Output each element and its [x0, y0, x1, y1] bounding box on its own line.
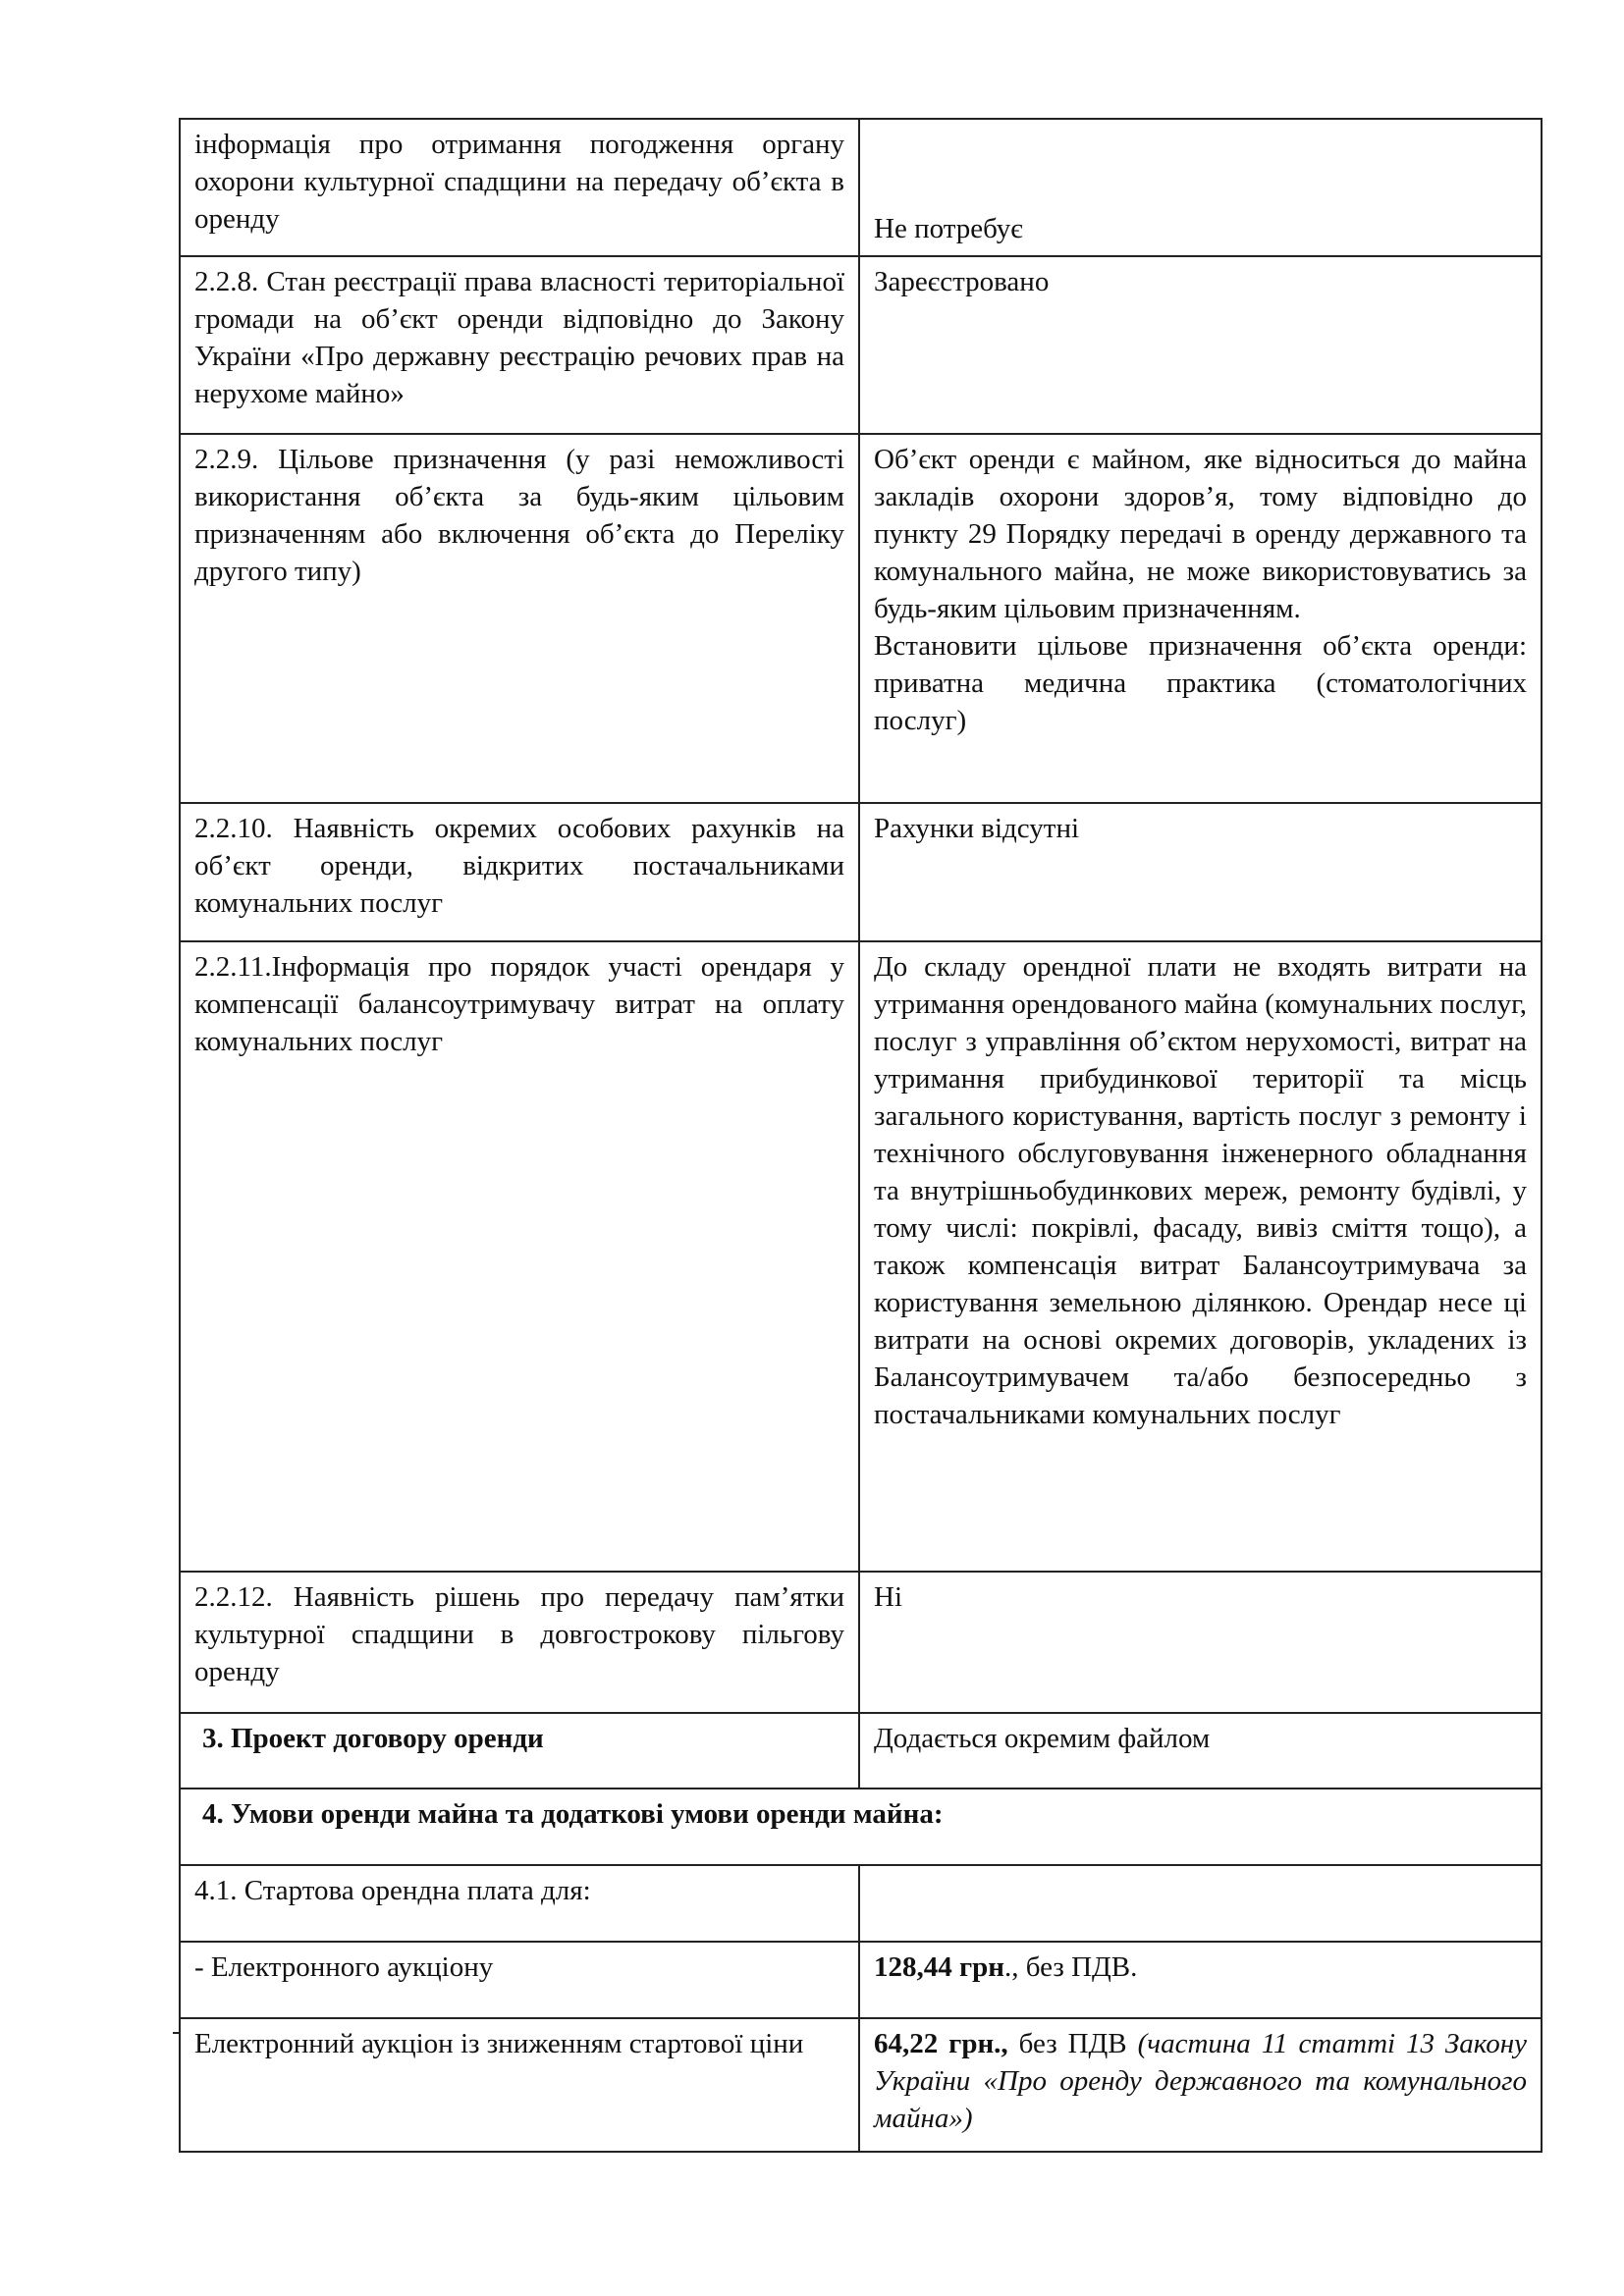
section-3-label — [180, 1713, 859, 1789]
reduced-auction-label — [180, 2018, 859, 2152]
auction-label-text: - Електронного аукціону — [194, 1951, 494, 1983]
section-3-value — [859, 1713, 1542, 1789]
row-label-text: 2.2.10. Наявність окремих особових рахунків на об’єкт оренди, відкритих постачальниками комунальних послуг — [194, 813, 844, 919]
start-rent-label-text: 4.1. Стартова орендна плата для: — [194, 1875, 591, 1906]
section-3-value-text: Додається окремим файлом — [874, 1723, 1211, 1754]
section-4-header — [180, 1789, 1542, 1865]
reduced-auction-note: (частина 11 статті 13 Закону України «Про оренду державного та комунального майна») — [874, 2028, 1527, 2134]
auction-label — [180, 1942, 859, 2018]
table-row — [180, 256, 1542, 434]
row-label-text: 2.2.9. Цільове призначення (у разі неможливості використання об’єкта за будь-яким цільовим призначенням або включення об’єкта до Переліку другого типу) — [194, 444, 844, 587]
table-row — [180, 434, 1542, 803]
reduced-auction-value — [859, 2018, 1542, 2152]
row-label-text: 2.2.12. Наявність рішень про передачу пам’ятки культурної спадщини в довгострокову пільгову оренду — [194, 1581, 844, 1687]
document-table — [179, 118, 1543, 2153]
row-label — [180, 119, 859, 256]
row-value-paragraph: Встановити цільове призначення об’єкта оренди: приватна медична практика (стоматологічних послуг) — [874, 630, 1527, 736]
row-value — [859, 941, 1542, 1572]
reduced-auction-label-text: Електронний аукціон із зниженням стартової ціни — [194, 2028, 804, 2059]
start-rent-value — [859, 1865, 1542, 1942]
row-value-text: Не потребує — [874, 213, 1023, 244]
row-label — [180, 1572, 859, 1713]
row-value — [859, 434, 1542, 803]
auction-value — [859, 1942, 1542, 2018]
auction-amount: 128,44 грн — [874, 1951, 1005, 1983]
section-3-title: 3. Проект договору оренди — [202, 1723, 544, 1754]
row-label — [180, 941, 859, 1572]
dash-mark — [173, 2032, 179, 2034]
table-row — [180, 119, 1542, 256]
row-value-text: До складу орендної плати не входять витрати на утримання орендованого майна (комунальних послуг, послуг з управління об’єктом нерухомості, витрат на утримання прибудинкової території та місць загального користування, вартість послуг з ремонту і технічного обслуговування інженерного обладнання та внутрішньобудинкових мереж, ремонту будівлі, у тому числі: покрівлі, фасаду, вивіз сміття тощо), а також компенсація витрат Балансоутримувача за користування земельною ділянкою. Орендар несе ці витрати на основі окремих договорів, укладених із Балансоутримувачем та/або безпосередньо з постачальниками комунальних послуг — [874, 951, 1527, 1430]
row-label — [180, 803, 859, 941]
row-value-paragraph: Об’єкт оренди є майном, яке відноситься до майна закладів охорони здоров’я, тому відповідно до пункту 29 Порядку передачі в оренду державного та комунального майна, не може використовуватись за будь-яким цільовим призначенням. — [874, 444, 1527, 624]
table-row — [180, 1865, 1542, 1942]
row-value — [859, 256, 1542, 434]
row-label-text: інформація про отримання погодження органу охорони культурної спадщини на передачу об’єкта в оренду — [194, 129, 844, 235]
row-label-text: 2.2.11.Інформація про порядок участі орендаря у компенсації балансоутримувачу витрат на оплату комунальних послуг — [194, 951, 844, 1057]
start-rent-label — [180, 1865, 859, 1942]
section-4-title: 4. Умови оренди майна та додаткові умови оренди майна: — [202, 1798, 944, 1830]
row-label — [180, 256, 859, 434]
row-value-text: Ні — [874, 1581, 902, 1613]
table-row — [180, 803, 1542, 941]
row-value-text: Рахунки відсутні — [874, 813, 1080, 844]
row-label-text: 2.2.8. Стан реєстрації права власності територіальної громади на об’єкт оренди відповідно до Закону України «Про державну реєстрацію речових прав на нерухоме майно» — [194, 266, 844, 409]
table-row — [180, 941, 1542, 1572]
table-row — [180, 1942, 1542, 2018]
row-label — [180, 434, 859, 803]
reduced-auction-mid: без ПДВ — [1007, 2028, 1138, 2059]
table-row — [180, 2018, 1542, 2152]
row-value — [859, 803, 1542, 941]
table-row — [180, 1713, 1542, 1789]
row-value — [859, 1572, 1542, 1713]
auction-amount-suffix: ., без ПДВ. — [1004, 1951, 1138, 1983]
table-row — [180, 1789, 1542, 1865]
row-value — [859, 119, 1542, 256]
table-row — [180, 1572, 1542, 1713]
row-value-text: Зареєстровано — [874, 266, 1050, 297]
reduced-auction-amount: 64,22 грн., — [874, 2028, 1008, 2059]
